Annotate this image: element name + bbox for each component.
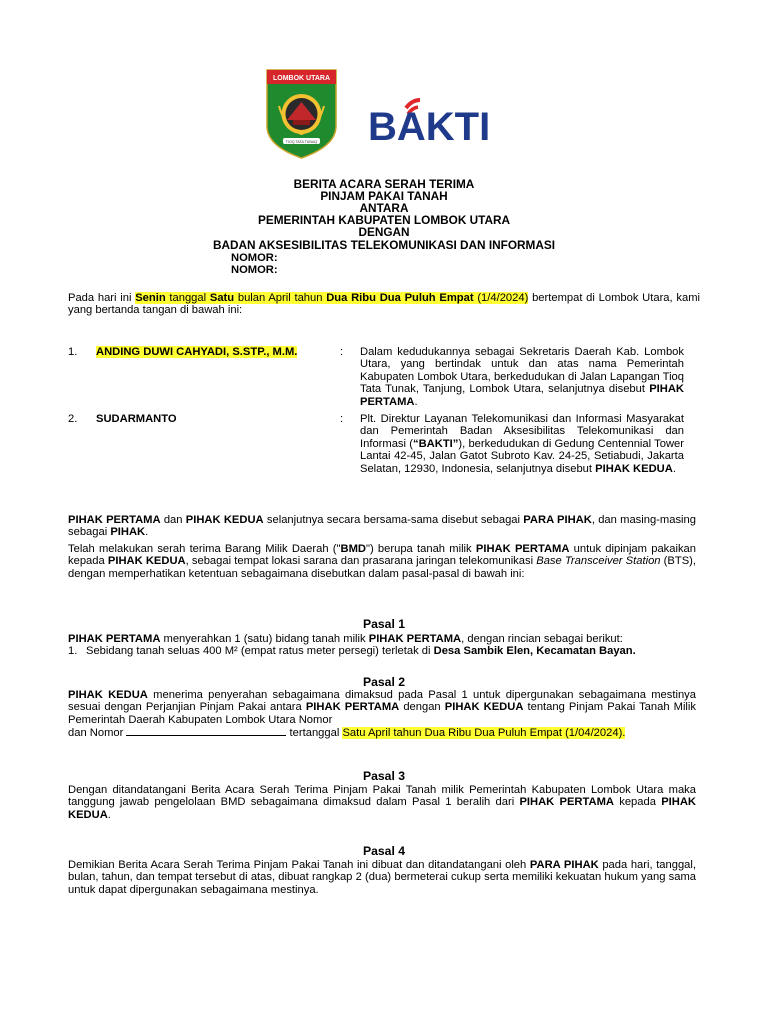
intro-paragraph: Pada hari ini Senin tanggal Satu bulan April tahun Dua Ribu Dua Puluh Empat (1/4/2024) bertempat di Lombok Utara, kami yang bertanda tangan di bawah ini: bbox=[68, 292, 700, 317]
lombok-utara-logo bbox=[265, 68, 338, 160]
pasal-1-heading: Pasal 1 bbox=[362, 617, 405, 631]
party-2-description: Plt. Direktur Layanan Telekomunikasi dan Informasi Masyarakat dan Pemerintah Badan Aksesibilitas Telekomunikasi dan Informasi (“BAKTI”), berkedudukan di Gedung Centennial Tower Lantai 42-45, Jalan Gatot Subroto Kav. 24-25, Setiabudi, Jakarta Selatan, 12930, Indonesia, selanjutnya disebut PIHAK KEDUA. bbox=[360, 413, 684, 475]
pasal-3-heading: Pasal 3 bbox=[362, 769, 405, 783]
bakti-logo bbox=[368, 92, 500, 144]
intro-day: Senin bbox=[135, 292, 166, 304]
party-1-number: 1. bbox=[68, 346, 78, 358]
pasal-1-item-number: 1. bbox=[68, 645, 78, 657]
title-line-4: PEMERINTAH KABUPATEN LOMBOK UTARA bbox=[257, 213, 511, 227]
bakti-wordmark: BAKTI bbox=[368, 105, 491, 144]
nomor-label-1: NOMOR: bbox=[231, 252, 278, 264]
pasal-3-body: Dengan ditandatangani Berita Acara Serah Terima Pinjam Pakai Tanah milik Pemerintah Kabupaten Lombok Utara maka tanggung jawab pengelolaan BMD sebagaimana dimaksud dalam Pasal 1 beralih dari PIHAK PERTAMA kepada PIHAK KEDUA. bbox=[68, 784, 696, 821]
pasal-4-heading: Pasal 4 bbox=[362, 844, 405, 858]
pasal-2-heading: Pasal 2 bbox=[362, 675, 405, 689]
party-1-description: Dalam kedudukannya sebagai Sekretaris Daerah Kab. Lombok Utara, yang bertindak untuk dan atas nama Pemerintah Kabupaten Lombok Utara, berkedudukan di Jalan Lapangan Tioq Tata Tunak, Tanjung, Lombok Utara, selanjutnya disebut PIHAK PERTAMA. bbox=[360, 346, 684, 408]
title-line-3: ANTARA bbox=[359, 201, 409, 215]
lombok-banner-text: LOMBOK UTARA bbox=[272, 75, 331, 82]
nomor-blank-field bbox=[126, 726, 286, 736]
intro-year: Dua Ribu Dua Puluh Empat bbox=[326, 292, 474, 304]
pasal-2-nomor-line: dan Nomor tertanggal Satu April tahun Dua Ribu Dua Puluh Empat (1/04/2024). bbox=[68, 727, 626, 739]
pasal-4-body: Demikian Berita Acara Serah Terima Pinjam Pakai Tanah ini dibuat dan ditandatangani oleh PARA PIHAK pada hari, tanggal, bulan, tahun, dan tempat tersebut di atas, dibuat rangkap 2 (dua) bermeterai cukup serta memiliki kekuatan hukum yang sama untuk dapat dipergunakan sebagaimana mestinya. bbox=[68, 859, 696, 896]
nomor-label-2: NOMOR: bbox=[231, 264, 278, 276]
pasal-1-item: Sebidang tanah seluas 400 M² (empat ratus meter persegi) terletak di Desa Sambik Elen, Kecamatan Bayan. bbox=[86, 645, 636, 657]
pasal-1-body: PIHAK PERTAMA menyerahkan 1 (satu) bidang tanah milik PIHAK PERTAMA, dengan rincian sebagai berikut: bbox=[68, 633, 623, 645]
pasal-2-date: Satu April tahun Dua Ribu Dua Puluh Empat (1/04/2024). bbox=[342, 727, 626, 739]
party-1-colon: : bbox=[340, 346, 344, 358]
lombok-motto-text: TIOQ TATA TUNAQ bbox=[285, 140, 318, 144]
handover-paragraph: Telah melakukan serah terima Barang Milik Daerah ("BMD") berupa tanah milik PIHAK PERTAMA untuk dipinjam pakaikan kepada PIHAK KEDUA, sebagai tempat lokasi sarana dan prasarana jaringan telekomunikasi Base Transceiver Station (BTS), dengan memperhatikan ketentuan sebagaimana disebutkan dalam pasal-pasal di bawah ini: bbox=[68, 543, 696, 580]
party-1-name: ANDING DUWI CAHYADI, S.STP., M.M. bbox=[96, 346, 298, 358]
title-line-5: DENGAN bbox=[358, 225, 410, 239]
title-line-2: PINJAM PAKAI TANAH bbox=[320, 189, 448, 203]
party-2-colon: : bbox=[340, 413, 344, 425]
title-line-1: BERITA ACARA SERAH TERIMA bbox=[293, 177, 475, 191]
title-line-6: BADAN AKSESIBILITAS TELEKOMUNIKASI DAN INFORMASI bbox=[212, 238, 556, 252]
party-2-name: SUDARMANTO bbox=[96, 413, 177, 425]
party-2-number: 2. bbox=[68, 413, 78, 425]
pasal-2-body: PIHAK KEDUA menerima penyerahan sebagaimana dimaksud pada Pasal 1 untuk dipergunakan sebagaimana mestinya sesuai dengan Perjanjian Pinjam Pakai antara PIHAK PERTAMA dengan PIHAK KEDUA tentang Pinjam Pakai Tanah Milik Pemerintah Daerah Kabupaten Lombok Utara Nomor bbox=[68, 689, 696, 726]
intro-date: Satu bbox=[209, 292, 235, 304]
parties-definition-paragraph: PIHAK PERTAMA dan PIHAK KEDUA selanjutnya secara bersama-sama disebut sebagai PARA PIHAK, dan masing-masing sebagai PIHAK. bbox=[68, 514, 696, 539]
